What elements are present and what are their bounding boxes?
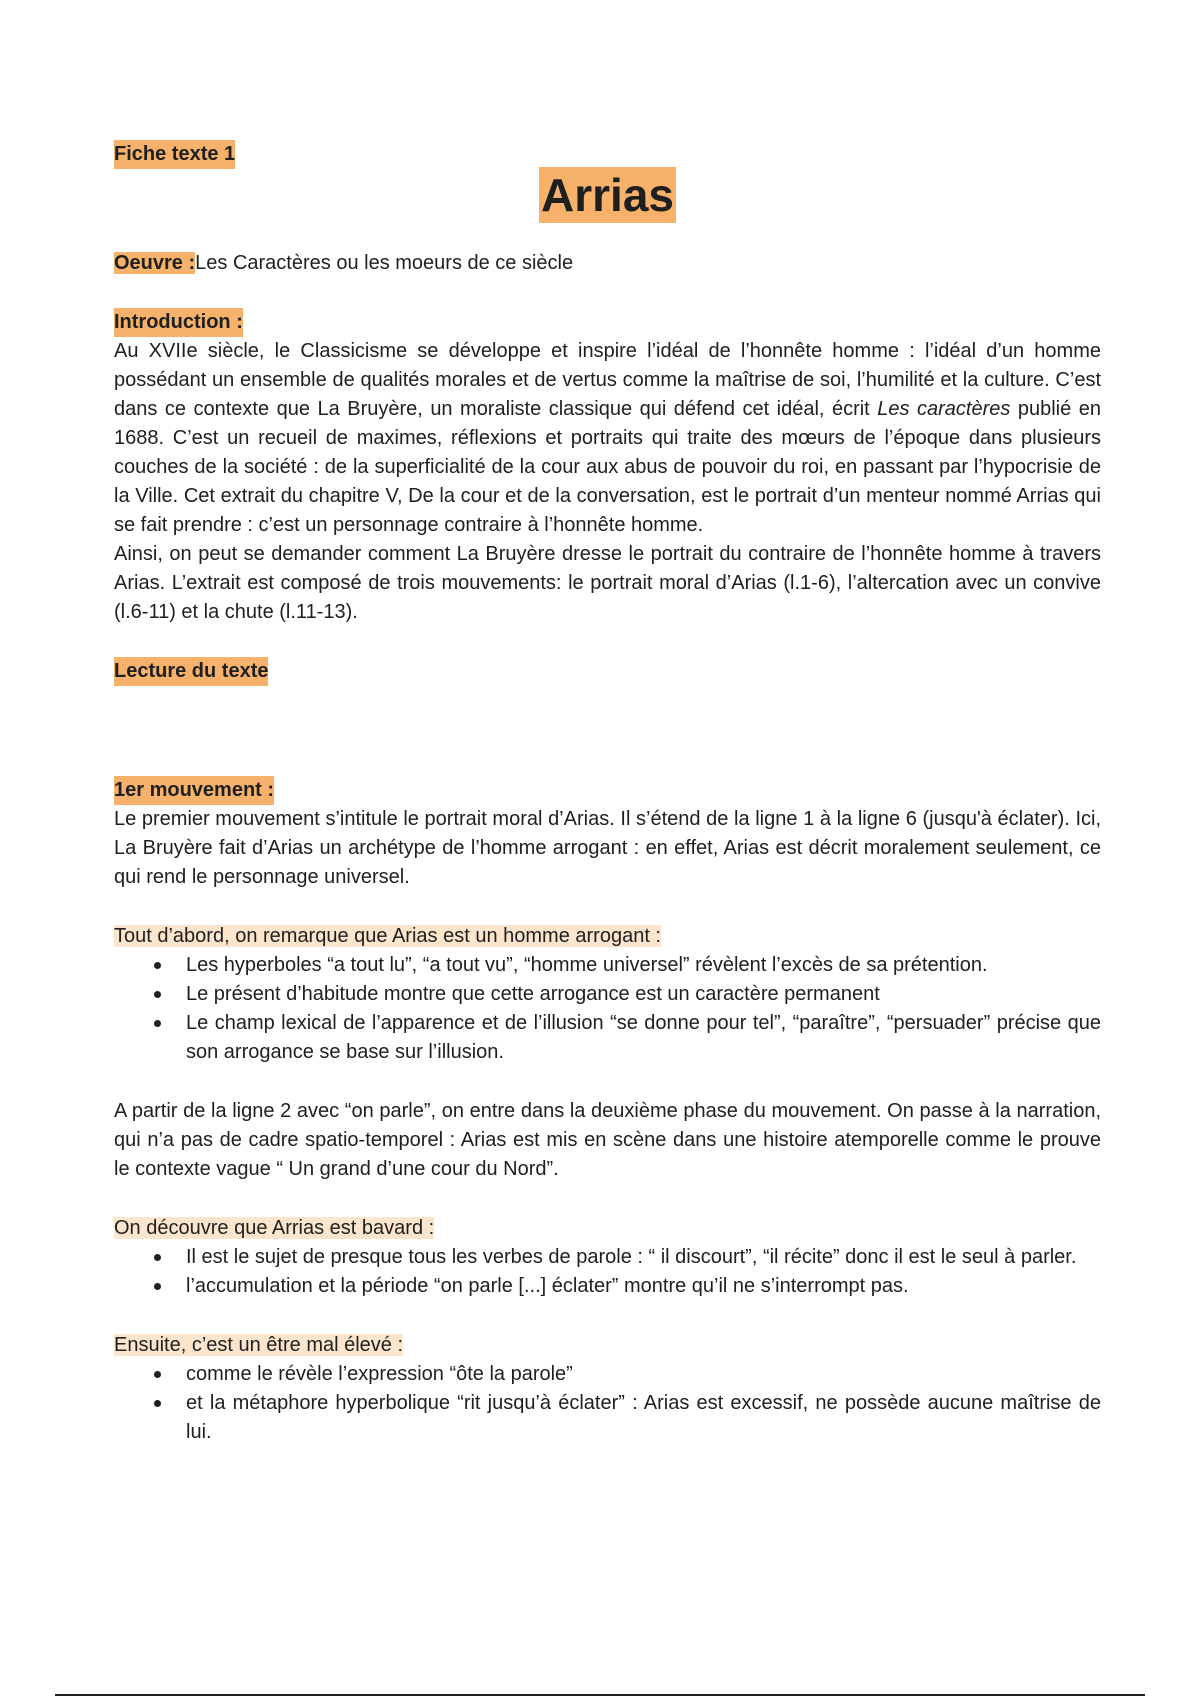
- intro-text-a: Au XVIIe siècle, le Classicisme se développe et inspire l’idéal de l’honnête homme : l’idéal d’un homme possédant un ensemble de qualités morales et de vertus comme la maîtrise de soi, l’humilité et la culture. C’est dans ce contexte que La Bruyère, un moraliste classique qui défend cet idéal, écrit: [114, 340, 1101, 420]
- narration-paragraph: A partir de la ligne 2 avec “on parle”, on entre dans la deuxième phase du mouvement. On passe à la narration, qui n’a pas de cadre spatio-temporel : Arias est mis en scène dans une histoire atemporelle comme le prouve le contexte vague “ Un grand d’une cour du Nord”.: [114, 1100, 1101, 1180]
- mal-eleve-heading: Ensuite, c’est un être mal élevé :: [114, 1334, 404, 1356]
- mouvement1-heading: 1er mouvement :: [114, 776, 274, 805]
- introduction-paragraph-1: [114, 337, 1101, 540]
- list-item: Les hyperboles “a tout lu”, “a tout vu”, “homme universel” révèlent l’excès de sa prétention.: [186, 951, 1101, 980]
- lecture-heading: Lecture du texte: [114, 657, 268, 686]
- title-container: [114, 167, 1101, 223]
- mouvement1-section: [114, 776, 1101, 892]
- lecture-section: [114, 657, 1101, 686]
- list-item: Le présent d’habitude montre que cette arrogance est un caractère permanent: [186, 980, 1101, 1009]
- list-item: l’accumulation et la période “on parle [...] éclater” montre qu’il ne s’interrompt pas.: [186, 1272, 1101, 1301]
- arrogant-section: [114, 922, 1101, 1067]
- fiche-label: Fiche texte 1: [114, 140, 235, 169]
- document-page: [114, 140, 1101, 1447]
- bottom-divider: [55, 1694, 1145, 1696]
- list-item: et la métaphore hyperbolique “rit jusqu’à éclater” : Arias est excessif, ne possède aucune maîtrise de lui.: [186, 1389, 1101, 1447]
- mouvement1-intro: Le premier mouvement s’intitule le portrait moral d’Arias. Il s’étend de la ligne 1 à la ligne 6 (jusqu'à éclater). Ici, La Bruyère fait d’Arias un archétype de l’homme arrogant : en effet, Arias est décrit moralement seulement, ce qui rend le personnage universel.: [114, 808, 1101, 888]
- bavard-list: [114, 1243, 1101, 1301]
- narration-section: [114, 1097, 1101, 1184]
- intro-text-b: publié en 1688. C’est un recueil de maximes, réflexions et portraits qui traite des mœurs de l’époque dans plusieurs couches de la société : de la superficialité de la cour aux abus de pouvoir du roi, en passant par l’hypocrisie de la Ville. Cet extrait du chapitre V, De la cour et de la conversation, est le portrait d’un menteur nommé Arrias qui se fait prendre : c’est un personnage contraire à l’honnête homme.: [114, 398, 1101, 536]
- arrogant-list: [114, 951, 1101, 1067]
- bavard-section: [114, 1214, 1101, 1301]
- oeuvre-value: Les Caractères ou les moeurs de ce siècle: [195, 252, 574, 274]
- bavard-heading: On découvre que Arrias est bavard :: [114, 1217, 435, 1239]
- intro-book-title: Les caractères: [877, 398, 1011, 420]
- mal-eleve-list: [114, 1360, 1101, 1447]
- list-item: Il est le sujet de presque tous les verbes de parole : “ il discourt”, “il récite” donc il est le seul à parler.: [186, 1243, 1101, 1272]
- introduction-paragraph-2: Ainsi, on peut se demander comment La Bruyère dresse le portrait du contraire de l’honnête homme à travers Arias. L’extrait est composé de trois mouvements: le portrait moral d’Arias (l.1-6), l’altercation avec un convive (l.6-11) et la chute (l.11-13).: [114, 543, 1101, 623]
- introduction-heading: Introduction :: [114, 308, 243, 337]
- page-title: Arrias: [541, 169, 674, 221]
- mal-eleve-section: [114, 1331, 1101, 1447]
- list-item: comme le révèle l’expression “ôte la parole”: [186, 1360, 1101, 1389]
- list-item: Le champ lexical de l’apparence et de l’illusion “se donne pour tel”, “paraître”, “persuader” précise que son arrogance se base sur l’illusion.: [186, 1009, 1101, 1067]
- oeuvre-line: [114, 249, 1101, 278]
- introduction-section: [114, 308, 1101, 627]
- oeuvre-label: Oeuvre :: [114, 252, 196, 274]
- arrogant-heading: Tout d’abord, on remarque que Arias est un homme arrogant :: [114, 925, 661, 947]
